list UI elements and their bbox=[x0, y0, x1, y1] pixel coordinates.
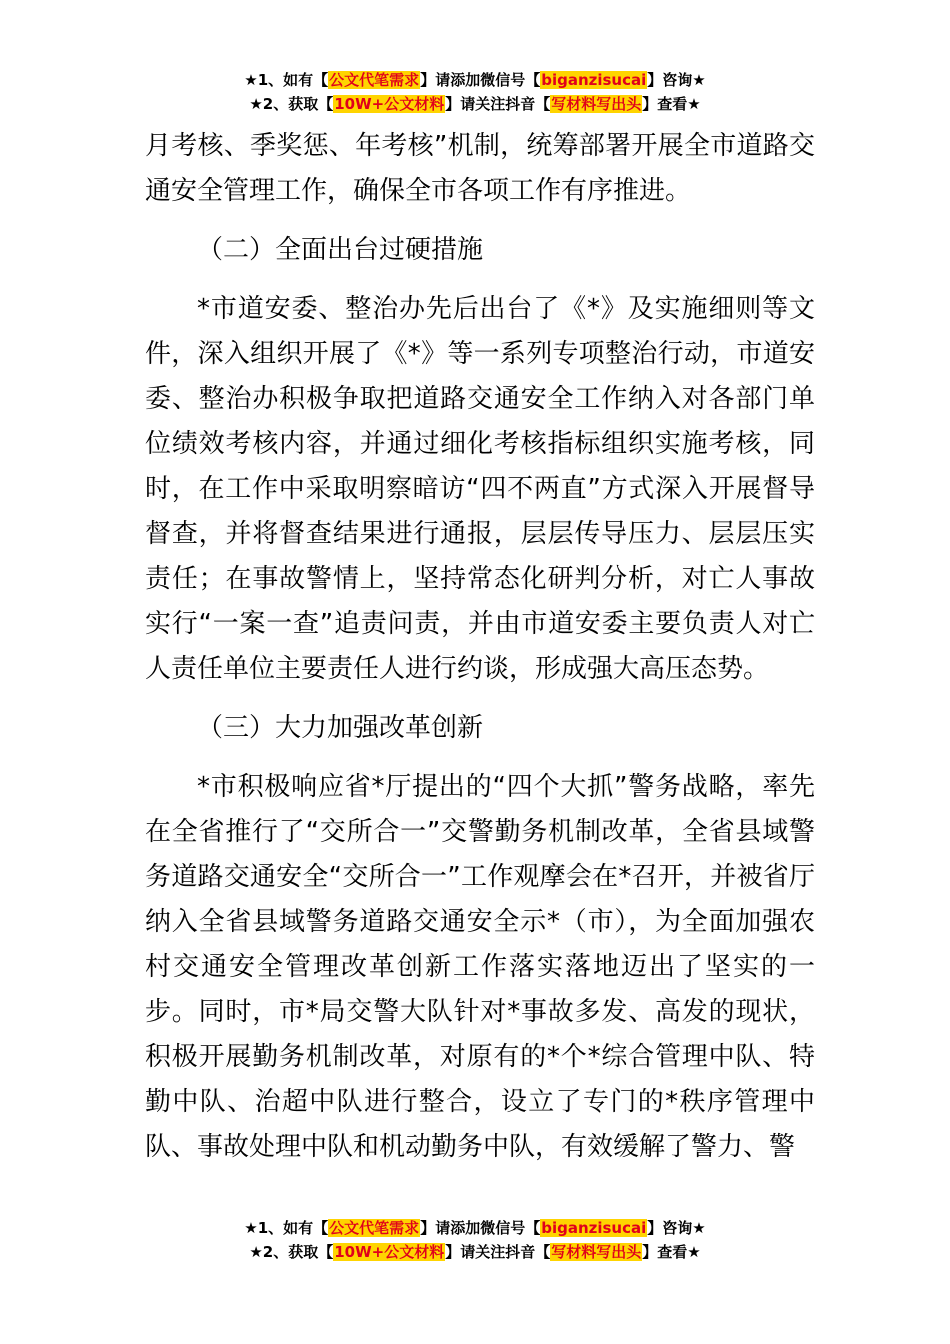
promo-banner-bottom bbox=[0, 1216, 950, 1264]
promo-text: ★2、获取【 bbox=[249, 1243, 334, 1261]
promo-line-1 bbox=[0, 1216, 950, 1240]
promo-text: 】查看★ bbox=[642, 95, 701, 113]
promo-highlight: 10W+公文材料 bbox=[334, 1243, 445, 1261]
promo-text: ★1、如有【 bbox=[244, 1219, 329, 1237]
promo-text: 】请添加微信号【 bbox=[420, 1219, 541, 1237]
promo-line-2 bbox=[0, 92, 950, 116]
promo-highlight: 写材料写出头 bbox=[551, 95, 642, 113]
promo-text: ★2、获取【 bbox=[249, 95, 334, 113]
section-heading-2: （二）全面出台过硬措施 bbox=[197, 235, 484, 265]
promo-text: 】咨询★ bbox=[647, 1219, 706, 1237]
promo-line-2 bbox=[0, 1240, 950, 1264]
promo-text: 】请关注抖音【 bbox=[445, 1243, 551, 1261]
promo-highlight: 公文代笔需求 bbox=[329, 71, 420, 89]
promo-text: ★1、如有【 bbox=[244, 71, 329, 89]
promo-highlight: biganzisucai bbox=[541, 71, 647, 89]
section-heading-3: （三）大力加强改革创新 bbox=[197, 713, 484, 743]
promo-line-1 bbox=[0, 68, 950, 92]
promo-text: 】查看★ bbox=[642, 1243, 701, 1261]
promo-text: 】请添加微信号【 bbox=[420, 71, 541, 89]
promo-text: 】咨询★ bbox=[647, 71, 706, 89]
promo-highlight: biganzisucai bbox=[541, 1219, 647, 1237]
promo-highlight: 写材料写出头 bbox=[551, 1243, 642, 1261]
document-body bbox=[145, 124, 815, 1170]
promo-banner-top bbox=[0, 68, 950, 116]
promo-highlight: 公文代笔需求 bbox=[329, 1219, 420, 1237]
paragraph-continued: 月考核、季奖惩、年考核”机制，统筹部署开展全市道路交通安全管理工作，确保全市各项工作有序推进。 bbox=[145, 131, 815, 206]
paragraph-2: *市道安委、整治办先后出台了《*》及实施细则等文件，深入组织开展了《*》等一系列专项整治行动，市道安委、整治办积极争取把道路交通安全工作纳入对各部门单位绩效考核内容，并通过细化考核指标组织实施考核，同时，在工作中采取明察暗访“四不两直”方式深入开展督导督查，并将督查结果进行通报，层层传导压力、层层压实责任；在事故警情上，坚持常态化研判分析，对亡人事故实行“一案一查”追责问责，并由市道安委主要负责人对亡人责任单位主要责任人进行约谈，形成强大高压态势。 bbox=[145, 294, 815, 684]
promo-text: 】请关注抖音【 bbox=[445, 95, 551, 113]
promo-highlight: 10W+公文材料 bbox=[334, 95, 445, 113]
paragraph-3: *市积极响应省*厅提出的“四个大抓”警务战略，率先在全省推行了“交所合一”交警勤务机制改革，全省县域警务道路交通安全“交所合一”工作观摩会在*召开，并被省厅纳入全省县域警务道路交通安全示*（市），为全面加强农村交通安全管理改革创新工作落实落地迈出了坚实的一步。同时，市*局交警大队针对*事故多发、高发的现状，积极开展勤务机制改革，对原有的*个*综合管理中队、特勤中队、治超中队进行整合，设立了专门的*秩序管理中队、事故处理中队和机动勤务中队，有效缓解了警力、警 bbox=[145, 772, 815, 1162]
